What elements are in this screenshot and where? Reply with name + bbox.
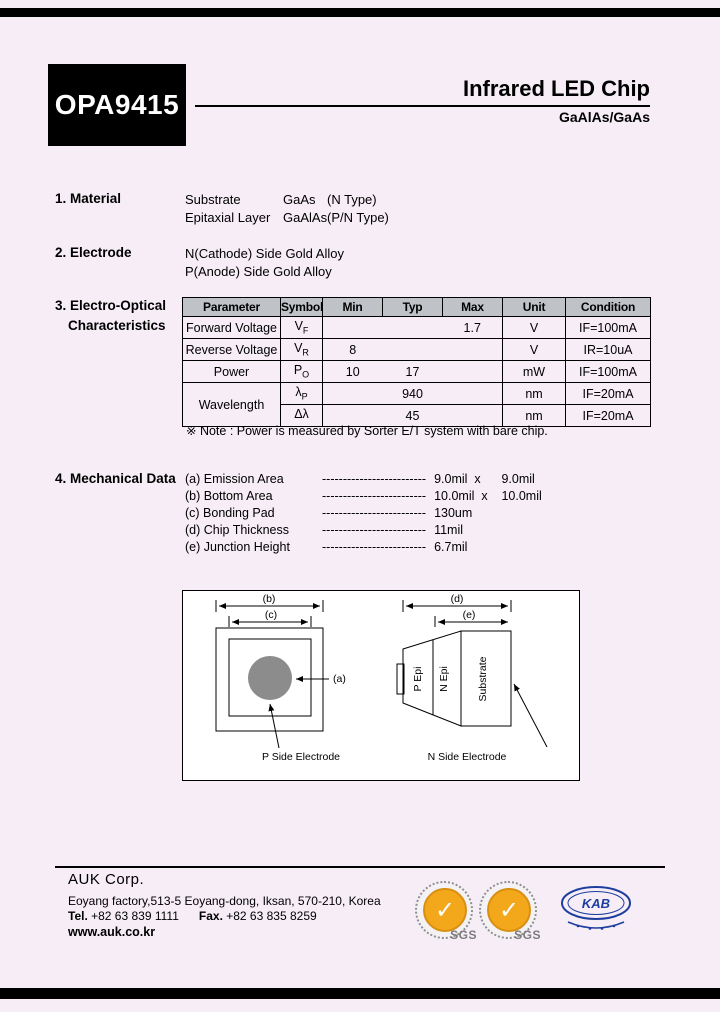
material-note: (P/N Type) bbox=[327, 210, 389, 225]
dim-label-b: (b) bbox=[262, 593, 276, 605]
cell-typ: 45 bbox=[383, 405, 443, 427]
material-label: Epitaxial Layer bbox=[185, 210, 271, 225]
section-mechanical-content bbox=[185, 471, 542, 556]
fax-label: Fax. bbox=[198, 909, 223, 923]
chip-diagram bbox=[182, 590, 580, 781]
col-header-typ: Typ bbox=[383, 298, 443, 317]
p-side-electrode-label: P Side Electrode bbox=[261, 751, 341, 763]
cell-max bbox=[443, 361, 503, 383]
table-row bbox=[183, 383, 651, 405]
mech-item bbox=[185, 505, 542, 522]
cell-symbol: $V_R$ bbox=[281, 339, 323, 361]
checkmark-icon: ✓ bbox=[423, 888, 467, 932]
cell-symbol: $V_F$ bbox=[281, 317, 323, 339]
col-header-symbol: Symbol bbox=[281, 298, 323, 317]
mech-item bbox=[185, 522, 542, 539]
part-number: OPA9415 bbox=[54, 89, 180, 120]
mech-label: (c) Bonding Pad bbox=[185, 506, 275, 520]
fax-number: +82 63 835 8259 bbox=[222, 909, 317, 923]
section-electrode-heading: 2. Electrode bbox=[55, 245, 132, 260]
cell-condition: IR=10uA bbox=[566, 339, 651, 361]
cell-condition: IF=100mA bbox=[566, 361, 651, 383]
section-eo-heading-line2: Characteristics bbox=[68, 318, 166, 333]
section-material-heading: 1. Material bbox=[55, 191, 122, 206]
cell-max bbox=[443, 383, 503, 405]
footer-divider bbox=[55, 866, 665, 868]
kab-logo-svg bbox=[556, 882, 636, 936]
cell-symbol: $\lambda_P$ bbox=[281, 383, 323, 405]
section-mechanical-heading: 4. Mechanical Data bbox=[55, 471, 176, 486]
kab-dot bbox=[577, 925, 580, 928]
table-row bbox=[183, 361, 651, 383]
layer-label-n-epi: N Epi bbox=[438, 666, 450, 692]
mech-item bbox=[185, 488, 542, 505]
mech-leader-dashes: ------------------------- bbox=[322, 472, 427, 486]
material-note: (N Type) bbox=[327, 192, 377, 207]
cell-typ: 940 bbox=[383, 383, 443, 405]
mech-value: 10.0mil x 10.0mil bbox=[434, 489, 542, 503]
bonding-pad-circle bbox=[248, 656, 292, 700]
cell-typ bbox=[383, 317, 443, 339]
cell-parameter: Forward Voltage bbox=[183, 317, 281, 339]
tel-fax-line bbox=[68, 909, 317, 923]
mech-label: (d) Chip Thickness bbox=[185, 523, 289, 537]
cell-min: 8 bbox=[323, 339, 383, 361]
table-note: ※ Note : Power is measured by Sorter E/T system with bare chip. bbox=[186, 424, 548, 438]
p-side-leader-arrow bbox=[270, 704, 279, 748]
sgs-label: SGS bbox=[450, 928, 477, 942]
electrode-line: P(Anode) Side Gold Alloy bbox=[185, 264, 332, 279]
dim-label-e: (e) bbox=[462, 609, 476, 621]
mech-label: (b) Bottom Area bbox=[185, 489, 273, 503]
kab-dot bbox=[613, 925, 616, 928]
col-header-condition: Condition bbox=[566, 298, 651, 317]
bottom-separator-bar bbox=[0, 988, 720, 999]
mech-value: 6.7mil bbox=[434, 540, 468, 554]
kab-dot bbox=[601, 927, 604, 930]
tel-number: +82 63 839 1111 bbox=[87, 909, 179, 923]
cell-typ: 17 bbox=[383, 361, 443, 383]
electro-optical-table bbox=[182, 297, 651, 427]
cell-condition: IF=20mA bbox=[566, 405, 651, 427]
mech-item bbox=[185, 539, 542, 556]
dim-label-c: (c) bbox=[264, 609, 278, 621]
mech-value: 130um bbox=[434, 506, 473, 520]
title-underline bbox=[195, 105, 650, 107]
cell-symbol: Δλ bbox=[281, 405, 323, 427]
section-electrode-content bbox=[185, 245, 344, 281]
section-material-content bbox=[185, 191, 389, 227]
mech-leader-dashes: ------------------------- bbox=[322, 523, 427, 537]
cell-condition: IF=20mA bbox=[566, 383, 651, 405]
material-row bbox=[185, 191, 389, 209]
mech-leader-dashes: ------------------------- bbox=[322, 489, 427, 503]
company-name: AUK Corp. bbox=[68, 871, 145, 888]
kab-label: KAB bbox=[581, 896, 611, 911]
layer-label-substrate: Substrate bbox=[477, 656, 489, 702]
mech-item bbox=[185, 471, 542, 488]
cell-unit: nm bbox=[503, 383, 566, 405]
cell-max bbox=[443, 339, 503, 361]
cell-parameter: Power bbox=[183, 361, 281, 383]
col-header-min: Min bbox=[323, 298, 383, 317]
col-header-unit: Unit bbox=[503, 298, 566, 317]
table-header-row bbox=[183, 298, 651, 317]
page-subtitle: GaAlAs/GaAs bbox=[558, 109, 650, 125]
mech-value: 9.0mil x 9.0mil bbox=[434, 472, 535, 486]
sgs-certification-badge bbox=[479, 881, 541, 942]
mech-label: (e) Junction Height bbox=[185, 540, 290, 554]
cell-condition: IF=100mA bbox=[566, 317, 651, 339]
mech-leader-dashes: ------------------------- bbox=[322, 506, 427, 520]
cell-unit: V bbox=[503, 339, 566, 361]
tel-label: Tel. bbox=[68, 909, 88, 923]
cell-min bbox=[323, 383, 383, 405]
cell-min bbox=[323, 317, 383, 339]
company-website: www.auk.co.kr bbox=[68, 925, 156, 939]
dim-label-d: (d) bbox=[450, 593, 464, 605]
top-separator-bar bbox=[0, 8, 720, 17]
sgs-certification-badge bbox=[415, 881, 477, 942]
page-title: Infrared LED Chip bbox=[462, 76, 650, 101]
col-header-max: Max bbox=[443, 298, 503, 317]
chip-diagram-svg bbox=[183, 591, 579, 780]
material-value: GaAs bbox=[283, 192, 316, 207]
n-side-electrode-label: N Side Electrode bbox=[427, 751, 507, 763]
cell-max: 1.7 bbox=[443, 317, 503, 339]
electrode-line: N(Cathode) Side Gold Alloy bbox=[185, 246, 344, 261]
table-row bbox=[183, 317, 651, 339]
material-value: GaAlAs bbox=[283, 210, 328, 225]
kab-certification-logo bbox=[556, 882, 636, 936]
cell-unit: mW bbox=[503, 361, 566, 383]
cell-symbol: $P_O$ bbox=[281, 361, 323, 383]
col-header-parameter: Parameter bbox=[183, 298, 281, 317]
kab-laurel bbox=[568, 922, 624, 928]
table-row bbox=[183, 339, 651, 361]
sgs-label: SGS bbox=[514, 928, 541, 942]
mech-value: 11mil bbox=[434, 523, 464, 537]
company-address: Eoyang factory,513-5 Eoyang-dong, Iksan, 570-210, Korea bbox=[68, 894, 381, 908]
section-eo-heading-line1: 3. Electro-Optical bbox=[55, 298, 167, 313]
material-label: Substrate bbox=[185, 192, 241, 207]
part-number-box bbox=[48, 64, 186, 146]
mech-leader-dashes: ------------------------- bbox=[322, 540, 427, 554]
dim-label-a: (a) bbox=[333, 673, 346, 685]
cell-typ bbox=[383, 339, 443, 361]
checkmark-icon: ✓ bbox=[487, 888, 531, 932]
cell-parameter: Reverse Voltage bbox=[183, 339, 281, 361]
cell-unit: nm bbox=[503, 405, 566, 427]
n-side-leader-arrow bbox=[514, 684, 547, 747]
cell-parameter: Wavelength bbox=[183, 383, 281, 427]
cell-unit: V bbox=[503, 317, 566, 339]
material-row bbox=[185, 209, 389, 227]
cell-min: 10 bbox=[323, 361, 383, 383]
mech-label: (a) Emission Area bbox=[185, 472, 284, 486]
layer-label-p-epi: P Epi bbox=[412, 666, 424, 692]
kab-dot bbox=[589, 927, 592, 930]
